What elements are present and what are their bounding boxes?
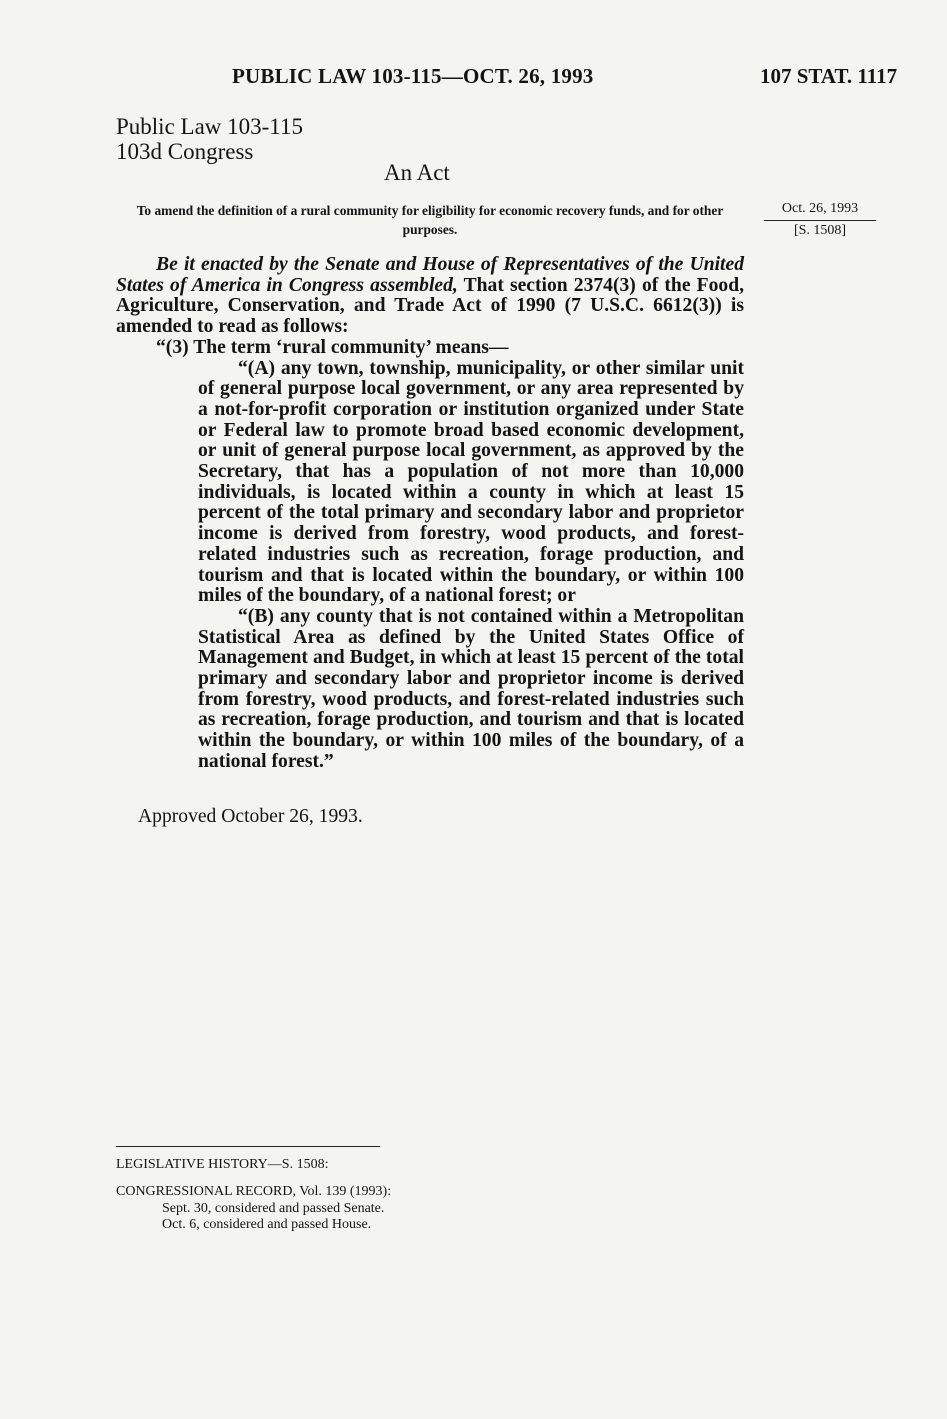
purpose-statement: To amend the definition of a rural community for eligibility for economic recovery funds, and for other purposes. [136, 203, 724, 237]
enacting-clause [116, 255, 744, 338]
statute-citation: 107 STAT. 1117 [760, 64, 898, 88]
margin-date-note: Oct. 26, 1993 [764, 201, 876, 221]
law-number: Public Law 103-115 [116, 114, 303, 139]
subparagraph-b: “(B) any county that is not contained within a Metropolitan Statistical Area as defined by the United States Office of Management and Budget, in which at least 15 percent of the total primary and secondary labor and proprietor income is derived from forestry, wood products, and forest-related industries such as recreation, forage production, and tourism and that is located within the boundary, or within 100 miles of the boundary, of a national forest.” [198, 605, 744, 772]
legislative-history-heading: LEGISLATIVE HISTORY—S. 1508: [116, 1157, 329, 1172]
history-divider [116, 1146, 380, 1147]
enacting-clause-text: That section 2374(3) of the Food, Agriculture, Conservation, and Trade Act of 1990 (7 U.S.C. 6612(3)) is amended to read as follows: [116, 274, 744, 338]
subparagraph-a: “(A) any town, township, municipality, or other similar unit of general purpose local government, or any area represented by a not-for-profit corporation or institution organized under State or Federal law to promote broad based economic development, or unit of general purpose local government, as approved by the Secretary, that has a population of not more than 10,000 individuals, is located within a county in which at least 15 percent of the total primary and secondary labor and proprietor income is derived from forestry, wood products, and forest-related industries such as recreation, forage production, and tourism and that is located within the boundary, or within 100 miles of the boundary, of a national forest; or [198, 357, 744, 607]
margin-bill-number: [S. 1508] [793, 223, 847, 238]
history-action-senate: Sept. 30, considered and passed Senate. [162, 1201, 385, 1216]
history-action-house: Oct. 6, considered and passed House. [162, 1217, 372, 1232]
act-body [116, 255, 744, 773]
congressional-record-line: CONGRESSIONAL RECORD, Vol. 139 (1993): [116, 1184, 392, 1199]
running-head: PUBLIC LAW 103-115—OCT. 26, 1993 [232, 64, 594, 88]
congress-session: 103d Congress [116, 139, 254, 164]
definition-lead: “(3) The term ‘rural community’ means— [156, 336, 509, 358]
approval-line: Approved October 26, 1993. [138, 806, 363, 827]
act-heading: An Act [384, 160, 450, 185]
enacting-clause-italic: Be it enacted by the Senate and House of Representatives of the United States of America in Congress assembled, [116, 254, 744, 296]
